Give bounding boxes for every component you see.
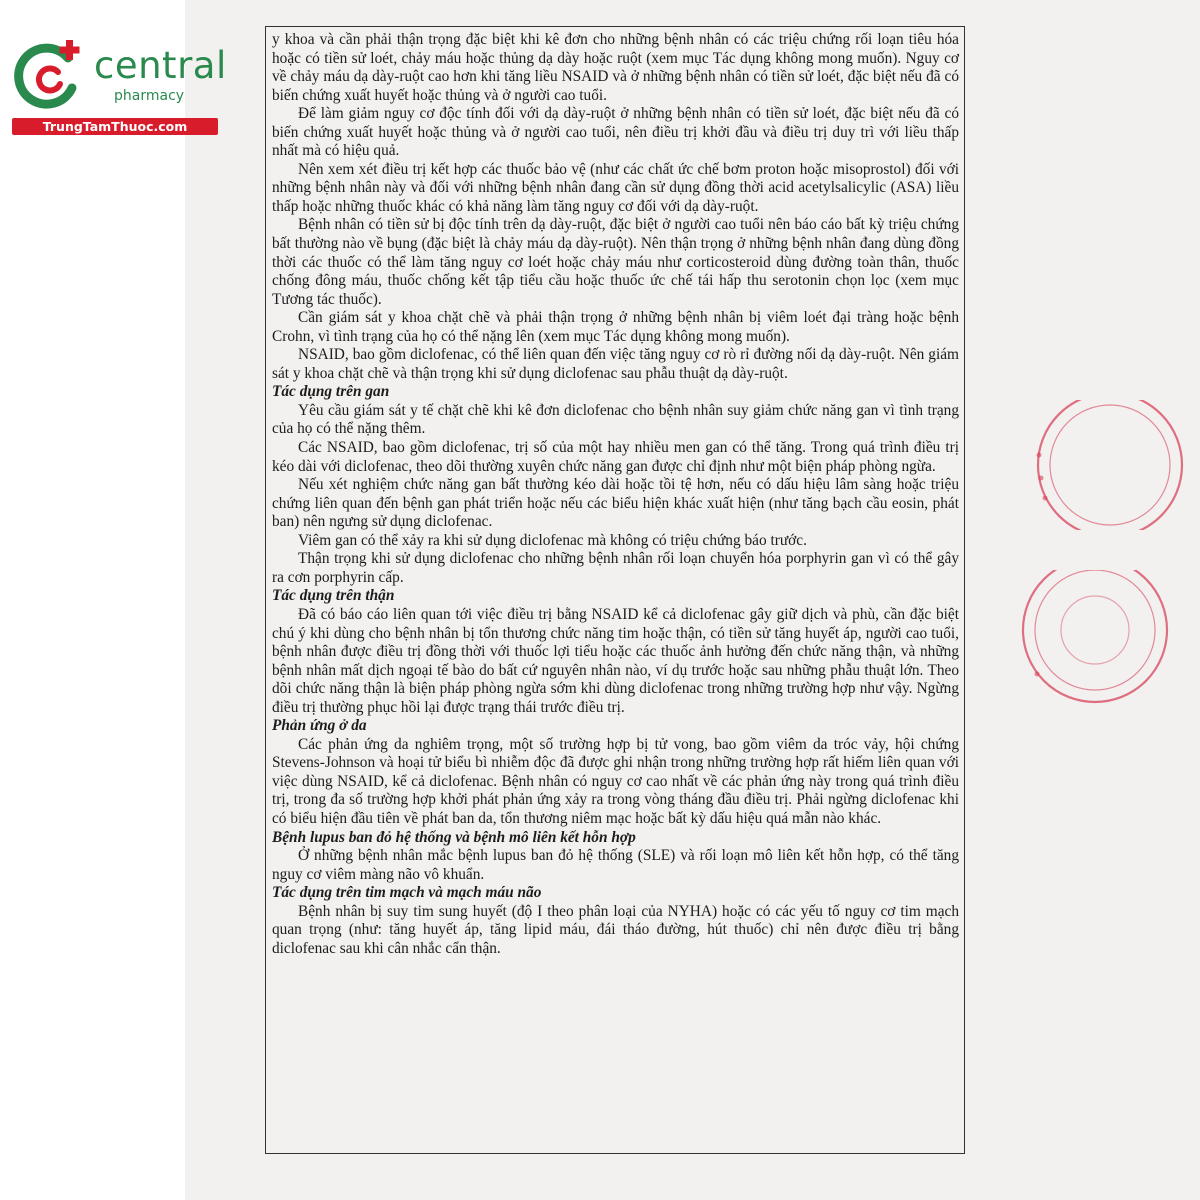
section-heading-cardiovascular: Tác dụng trên tim mạch và mạch máu não: [272, 884, 542, 902]
paragraph: Ở những bệnh nhân mắc bệnh lupus ban đỏ hệ thống (SLE) và rối loạn mô liên kết hỗn hợp, có thể tăng nguy cơ viêm màng não vô khuẩn.: [272, 847, 959, 883]
paragraph: y khoa và cần phải thận trọng đặc biệt khi kê đơn cho những bệnh nhân có các triệu chứng rối loạn tiêu hóa hoặc có tiền sử loét, chảy máu hoặc thủng dạ dày hoặc ruột (xem mục Tác dụng không mong muốn). Nguy cơ về chảy máu dạ dày-ruột cao hơn khi tăng liều NSAID và ở những bệnh nhân có tiền sử loét, đặc biệt nếu đã có biến chứng xuất huyết hoặc thủng và ở người cao tuổi.: [272, 31, 959, 104]
section-heading-lupus: Bệnh lupus ban đỏ hệ thống và bệnh mô liên kết hỗn hợp: [272, 828, 636, 846]
paragraph: Nếu xét nghiệm chức năng gan bất thường kéo dài hoặc tồi tệ hơn, nếu có dấu hiệu lâm sàng hoặc triệu chứng liên quan đến bệnh gan phát triển hoặc nếu các biểu hiện khác xuất hiện (như tăng bạch cầu eosin, phát ban) nên ngưng sử dụng diclofenac.: [272, 476, 959, 531]
brand-name: central: [94, 44, 227, 87]
brand-subtitle: pharmacy: [114, 88, 185, 104]
brand-url-banner[interactable]: TrungTamThuoc.com: [12, 118, 218, 135]
paragraph: Thận trọng khi sử dụng diclofenac cho những bệnh nhân rối loạn chuyển hóa porphyrin gan vì có thể gây ra cơn porphyrin cấp.: [272, 550, 959, 586]
paragraph: Yêu cầu giám sát y tế chặt chẽ khi kê đơn diclofenac cho bệnh nhân suy giảm chức năng gan vì tình trạng của họ có thể nặng thêm.: [272, 401, 959, 438]
paragraph: Nên xem xét điều trị kết hợp các thuốc bảo vệ (như các chất ức chế bơm proton hoặc misoprostol) đối với những bệnh nhân này và đối với những bệnh nhân đang cần sử dụng đồng thời acid acetylsalicylic (ASA) liều thấp hoặc những thuốc khác có khả năng làm tăng nguy cơ đối với dạ dày-ruột.: [272, 160, 959, 215]
paragraph: NSAID, bao gồm diclofenac, có thể liên quan đến việc tăng nguy cơ rò rỉ đường nối dạ dày-ruột. Nên giám sát y khoa chặt chẽ và thận trọng khi sử dụng diclofenac sau phẫu thuật dạ dày-ruột.: [272, 346, 959, 382]
paragraph: Để làm giảm nguy cơ độc tính đối với dạ dày-ruột ở những bệnh nhân có tiền sử loét, đặc biệt nếu đã có biến chứng xuất huyết hoặc thủng và ở người cao tuổi, nên điều trị khởi đầu và điều trị duy trì với liều thấp nhất mà có hiệu quả.: [272, 105, 959, 160]
paragraph: Đã có báo cáo liên quan tới việc điều trị bằng NSAID kể cả diclofenac gây giữ dịch và phù, cần đặc biệt chú ý khi dùng cho bệnh nhân bị tổn thương chức năng tim hoặc thận, có tiền sử tăng huyết áp, người cao tuổi, bệnh nhân được điều trị đồng thời với thuốc lợi tiểu hoặc các thuốc ảnh hưởng đến chức năng thận, và những bệnh nhân mất dịch ngoại tế bào do bất cứ nguyên nhân nào, ví dụ trước hoặc sau những phẫu thuật lớn. Theo dõi chức năng thận là biện pháp phòng ngừa sớm khi dùng diclofenac trong những trường hợp như vậy. Ngừng điều trị thường phục hồi lại được trạng thái trước điều trị.: [272, 605, 959, 716]
paragraph: Các phản ứng da nghiêm trọng, một số trường hợp bị tử vong, bao gồm viêm da tróc vảy, hội chứng Stevens-Johnson và hoại tử biểu bì nhiễm độc đã được ghi nhận trong những trường hợp rất hiếm liên quan với việc dùng NSAID, kể cả diclofenac. Bệnh nhân có nguy cơ cao nhất về các phản ứng này trong quá trình điều trị, trong đa số trường hợp khởi phát phản ứng xảy ra trong vòng tháng đầu điều trị. Phải ngừng diclofenac khi có biểu hiện đầu tiên về phát ban da, tổn thương niêm mạc hoặc bất kỳ dấu hiệu quá mẫn nào khác.: [272, 735, 959, 827]
section-heading-liver: Tác dụng trên gan: [272, 383, 390, 401]
paragraph: Các NSAID, bao gồm diclofenac, trị số của một hay nhiều men gan có thể tăng. Trong quá trình điều trị kéo dài với diclofenac, theo dõi thường xuyên chức năng gan được chỉ định như một biện pháp phòng ngừa.: [272, 439, 959, 475]
section-heading-skin: Phản ứng ở da: [272, 717, 367, 735]
document-text-frame: [265, 26, 965, 1154]
red-stamp-upper-icon: [1015, 400, 1200, 530]
pharmacy-cross-logo-icon: [10, 36, 90, 116]
red-stamp-lower-icon: [985, 570, 1200, 720]
section-heading-kidney: Tác dụng trên thận: [272, 587, 395, 605]
paragraph: Bệnh nhân bị suy tim sung huyết (độ I theo phân loại của NYHA) hoặc có các yếu tố nguy cơ tim mạch quan trọng (như: tăng huyết áp, tăng lipid máu, đái tháo đường, hút thuốc) chỉ nên được điều trị bằng diclofenac sau khi cân nhắc cẩn thận.: [272, 902, 959, 957]
paragraph: Bệnh nhân có tiền sử bị độc tính trên dạ dày-ruột, đặc biệt ở người cao tuổi nên báo cáo bất kỳ triệu chứng bất thường nào về bụng (đặc biệt là chảy máu dạ dày-ruột). Nên thận trọng ở những bệnh nhân đang dùng đồng thời các thuốc có thể làm tăng nguy cơ loét hoặc chảy máu như corticosteroid dùng đường toàn thân, thuốc chống đông máu, thuốc chống kết tập tiểu cầu hoặc thuốc ức chế tái hấp thu serotonin chọn lọc (xem mục Tương tác thuốc).: [272, 216, 959, 308]
paragraph: Viêm gan có thể xảy ra khi sử dụng diclofenac mà không có triệu chứng báo trước.: [298, 531, 807, 549]
central-pharmacy-logo[interactable]: [10, 36, 227, 136]
paragraph: Cần giám sát y khoa chặt chẽ và phải thận trọng ở những bệnh nhân bị viêm loét đại tràng hoặc bệnh Crohn, vì tình trạng của họ có thể nặng lên (xem mục Tác dụng không mong muốn).: [272, 309, 959, 345]
